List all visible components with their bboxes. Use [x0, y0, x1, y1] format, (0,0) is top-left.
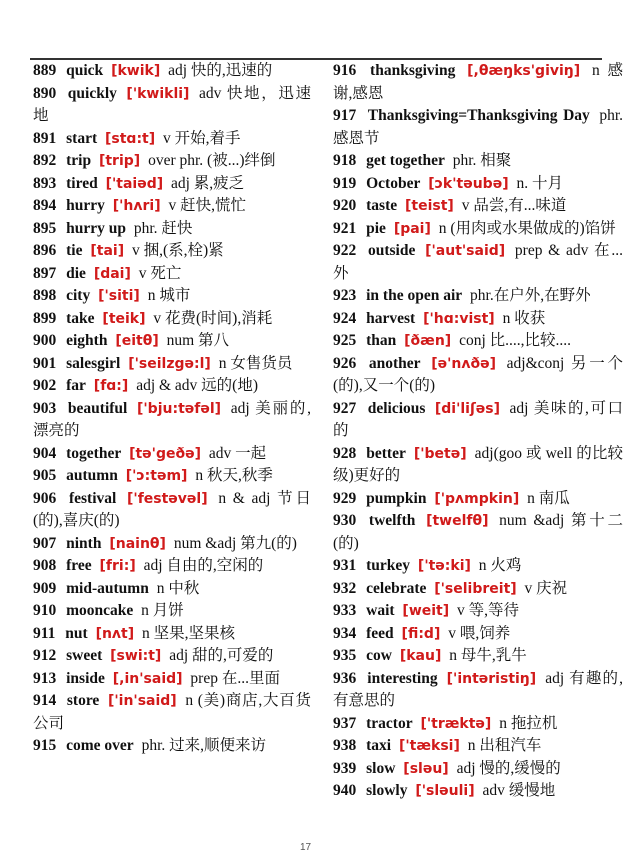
- vocab-entry: [33, 690, 311, 735]
- entry-number: 896: [33, 242, 57, 259]
- entry-gloss: adj 美味的,可口的: [333, 399, 624, 439]
- entry-number: 911: [33, 624, 56, 642]
- entry-phonetic: [nʌt]: [95, 625, 135, 642]
- entry-number: 914: [33, 692, 57, 709]
- vocab-entry: [33, 83, 311, 128]
- vocab-entry: [33, 578, 311, 601]
- entry-phonetic: ['pʌmpkin]: [434, 490, 520, 507]
- entry-gloss: v 等,等待: [457, 602, 520, 619]
- entry-gloss: n 女售货员: [218, 354, 293, 372]
- entry-gloss: phr. 感恩节: [333, 107, 623, 147]
- entry-phonetic: ['taiəd]: [105, 175, 164, 192]
- entry-number: 932: [333, 579, 357, 597]
- vocab-entry: [333, 195, 623, 218]
- entry-word: than: [366, 332, 397, 349]
- entry-phonetic: ['sləuli]: [415, 783, 475, 799]
- entry-gloss: adj & adv 远的(地): [136, 377, 259, 394]
- vocab-entry: [33, 555, 311, 578]
- entry-gloss: over phr. (被...)绊倒: [148, 152, 276, 169]
- entry-number: 918: [333, 152, 357, 169]
- entry-word: taxi: [366, 737, 392, 754]
- vocab-entry: [33, 60, 311, 83]
- entry-phonetic: [,in'said]: [112, 670, 183, 687]
- entry-phonetic: [swi:t]: [110, 648, 162, 664]
- entry-word: tie: [66, 242, 83, 259]
- entry-word: take: [66, 309, 95, 327]
- entry-number: 928: [333, 444, 357, 462]
- vocab-entry: [33, 308, 311, 331]
- entry-number: 933: [333, 602, 357, 619]
- entry-phonetic: [fri:]: [99, 558, 136, 574]
- entry-gloss: n 感谢,感恩: [333, 62, 623, 102]
- entry-word: harvest: [366, 309, 416, 327]
- vocab-entry: [333, 713, 623, 736]
- entry-word: hurry up: [66, 219, 126, 237]
- entry-gloss: v 喂,饲养: [448, 624, 511, 642]
- entry-number: 913: [33, 669, 57, 687]
- entry-gloss: n 坚果,坚果核: [142, 624, 236, 642]
- entry-gloss: n 火鸡: [478, 557, 522, 574]
- vocab-entry: [33, 465, 311, 488]
- entry-number: 901: [33, 354, 57, 372]
- entry-gloss: conj 比....,比较....: [459, 332, 572, 349]
- right-column: [333, 60, 623, 803]
- entry-gloss: adj 美丽的,漂亮的: [33, 399, 312, 439]
- entry-phonetic: [teist]: [405, 198, 454, 214]
- entry-number: 902: [33, 377, 57, 394]
- entry-phonetic: [tə'geðə]: [129, 445, 201, 462]
- entry-gloss: n 月饼: [141, 602, 184, 619]
- entry-phonetic: ['festəvəl]: [127, 490, 208, 507]
- entry-gloss: n 秋天,秋季: [195, 467, 273, 484]
- entry-number: 909: [33, 579, 57, 597]
- entry-phonetic: ['træktə]: [420, 715, 492, 732]
- entry-number: 910: [33, 602, 57, 619]
- entry-word: celebrate: [366, 579, 427, 597]
- entry-number: 907: [33, 534, 57, 552]
- entry-number: 936: [333, 669, 357, 687]
- entry-word: taste: [366, 197, 398, 214]
- entry-number: 917: [333, 107, 357, 124]
- entry-word: turkey: [366, 557, 411, 574]
- entry-word: free: [66, 557, 92, 574]
- entry-word: tired: [66, 174, 98, 192]
- vocab-entry: [333, 60, 623, 105]
- entry-gloss: n 城市: [147, 287, 191, 304]
- entry-phonetic: ['kwikli]: [126, 85, 190, 102]
- vocab-entry: [333, 555, 623, 578]
- entry-word: in the open air: [366, 287, 463, 304]
- entry-phonetic: ['hʌri]: [112, 198, 161, 214]
- vocab-entry: [333, 150, 623, 173]
- entry-word: hurry: [66, 197, 105, 214]
- entry-phonetic: [twelfθ]: [426, 513, 489, 529]
- entry-gloss: n 母牛,乳牛: [449, 647, 527, 664]
- entry-phonetic: [kwik]: [111, 63, 161, 79]
- entry-number: 940: [333, 782, 357, 799]
- entry-word: beautiful: [67, 399, 128, 417]
- entry-gloss: n 收获: [502, 309, 546, 327]
- entry-phonetic: [trip]: [98, 153, 141, 169]
- entry-word: outside: [367, 242, 416, 259]
- entry-phonetic: [ðæn]: [404, 333, 452, 349]
- entry-number: 893: [33, 174, 57, 192]
- entry-word: inside: [66, 669, 105, 687]
- entry-number: 905: [33, 467, 57, 484]
- entry-number: 938: [333, 737, 357, 754]
- entry-number: 912: [33, 647, 57, 664]
- entry-gloss: num &adj 第十二(的): [333, 512, 624, 552]
- entry-number: 926: [333, 354, 357, 372]
- entry-phonetic: ['selibreit]: [434, 580, 517, 597]
- vocab-entry: [333, 600, 623, 623]
- entry-phonetic: ['siti]: [98, 288, 140, 304]
- vocab-entry: [333, 510, 623, 555]
- entry-number: 924: [333, 309, 357, 327]
- entry-number: 937: [333, 714, 357, 732]
- vocab-entry: [333, 285, 623, 308]
- vocab-entry: [333, 240, 623, 285]
- entry-word: quick: [66, 62, 104, 79]
- entry-word: slow: [366, 759, 396, 777]
- entry-number: 908: [33, 557, 57, 574]
- entry-gloss: n. 十月: [516, 174, 563, 192]
- entry-number: 915: [33, 737, 57, 754]
- vocab-entry: [33, 128, 311, 151]
- entry-phonetic: [tai]: [90, 243, 125, 259]
- entry-word: sweet: [66, 647, 103, 664]
- entry-gloss: adj 累,疲乏: [171, 174, 245, 192]
- entry-number: 920: [333, 197, 357, 214]
- entry-number: 892: [33, 152, 57, 169]
- entry-word: trip: [66, 152, 92, 169]
- vocab-entry: [33, 488, 311, 533]
- entry-gloss: n 出租汽车: [467, 737, 542, 754]
- entry-gloss: adj 自由的,空闲的: [143, 557, 264, 574]
- entry-gloss: adv 快地，迅速地: [33, 84, 312, 124]
- entry-word: come over: [66, 737, 134, 754]
- entry-number: 923: [333, 287, 357, 304]
- entry-word: tractor: [366, 714, 413, 732]
- entry-phonetic: [teik]: [102, 310, 146, 327]
- vocab-entry: [333, 105, 623, 150]
- entry-phonetic: [ə'nʌðə]: [431, 355, 496, 372]
- vocab-entry: [33, 195, 311, 218]
- entry-gloss: num &adj 第九(的): [173, 534, 297, 552]
- entry-phonetic: [fi:d]: [401, 625, 441, 642]
- entry-number: 922: [333, 242, 357, 259]
- vocab-entry: [333, 488, 623, 511]
- entry-word: salesgirl: [66, 354, 121, 372]
- entry-word: Thanksgiving=Thanksgiving Day: [367, 107, 590, 124]
- entry-number: 925: [333, 332, 357, 349]
- entry-gloss: phr.在户外,在野外: [470, 287, 591, 304]
- entry-gloss: adj 有趣的,有意思的: [333, 669, 624, 709]
- entry-number: 906: [33, 489, 57, 507]
- entry-number: 919: [333, 174, 357, 192]
- vocab-entry: [333, 443, 623, 488]
- entry-word: mid-autumn: [66, 579, 149, 597]
- entry-word: twelfth: [368, 512, 416, 529]
- vocab-entry: [333, 353, 623, 398]
- entry-gloss: n 南瓜: [527, 489, 570, 507]
- entry-gloss: adj(goo 或 well 的比较级)更好的: [333, 444, 624, 484]
- entry-phonetic: ['hɑ:vist]: [423, 310, 495, 327]
- entry-word: pumpkin: [366, 489, 427, 507]
- entry-number: 900: [33, 332, 57, 349]
- entry-word: far: [66, 377, 86, 394]
- vocab-entry: [33, 375, 311, 398]
- entry-gloss: n 中秋: [156, 579, 200, 597]
- entry-number: 898: [33, 287, 57, 304]
- entry-word: eighth: [66, 332, 108, 349]
- vocab-entry: [333, 623, 623, 646]
- vocab-entry: [33, 533, 311, 556]
- vocab-entry: [33, 330, 311, 353]
- entry-word: quickly: [67, 84, 117, 102]
- vocab-entry: [33, 623, 311, 646]
- vocab-entry: [33, 240, 311, 263]
- vocab-entry: [33, 218, 311, 241]
- entry-number: 890: [33, 84, 57, 102]
- entry-word: nut: [65, 624, 88, 642]
- entry-gloss: v 花费(时间),消耗: [153, 309, 273, 327]
- entry-number: 929: [333, 489, 357, 507]
- entry-word: mooncake: [66, 602, 134, 619]
- vocab-entry: [333, 578, 623, 601]
- vocab-entry: [33, 353, 311, 376]
- entry-phonetic: [ɔk'təubə]: [428, 175, 509, 192]
- entry-word: ninth: [66, 534, 102, 552]
- entry-gloss: phr. 相聚: [452, 152, 512, 169]
- vocab-entry: [33, 173, 311, 196]
- entry-gloss: v 庆祝: [524, 579, 568, 597]
- vocab-entry: [333, 308, 623, 331]
- entry-phonetic: ['ɔ:təm]: [125, 468, 188, 484]
- entry-word: city: [66, 287, 91, 304]
- vocab-entry: [333, 668, 623, 713]
- entry-number: 934: [333, 624, 357, 642]
- entry-gloss: adj&conj 另一个(的),又一个(的): [333, 354, 623, 394]
- entry-word: together: [66, 444, 122, 462]
- entry-gloss: n (用肉或水果做成的)馅饼: [438, 219, 616, 237]
- entry-phonetic: [eitθ]: [115, 333, 159, 349]
- entry-number: 931: [333, 557, 357, 574]
- vocab-entry: [33, 150, 311, 173]
- entry-phonetic: [fɑ:]: [93, 378, 129, 394]
- entry-word: interesting: [367, 669, 438, 687]
- entry-number: 904: [33, 444, 57, 462]
- vocab-entry: [33, 735, 311, 758]
- entry-word: October: [366, 174, 421, 192]
- vocab-entry: [33, 600, 311, 623]
- entry-word: cow: [366, 647, 392, 664]
- entry-phonetic: ['aut'said]: [425, 243, 506, 259]
- entry-gloss: v 赶快,慌忙: [168, 197, 247, 214]
- page-number: 17: [300, 842, 312, 853]
- vocab-entry: [333, 330, 623, 353]
- entry-word: store: [66, 692, 100, 709]
- entry-gloss: num 第八: [166, 332, 230, 349]
- entry-number: 897: [33, 264, 57, 282]
- entry-gloss: n (美)商店,大百货公司: [33, 692, 312, 732]
- entry-gloss: adv 缓慢地: [482, 782, 556, 799]
- entry-phonetic: ['seilzgə:l]: [128, 355, 211, 372]
- vocab-entry: [33, 645, 311, 668]
- vocab-entry: [333, 735, 623, 758]
- entry-word: slowly: [366, 782, 408, 799]
- entry-gloss: phr. 赶快: [133, 219, 193, 237]
- vocab-entry: [33, 285, 311, 308]
- vocab-entry: [33, 443, 311, 466]
- entry-phonetic: [nainθ]: [109, 535, 166, 552]
- entry-phonetic: [sləu]: [403, 760, 449, 777]
- entry-phonetic: ['tæksi]: [398, 738, 460, 754]
- entry-phonetic: [dai]: [93, 265, 131, 282]
- entry-phonetic: [,θæŋks'giviŋ]: [467, 63, 581, 79]
- entry-phonetic: [pai]: [393, 220, 431, 237]
- entry-word: die: [66, 264, 86, 282]
- entry-gloss: n & adj 节日(的),喜庆(的): [33, 489, 311, 529]
- entry-phonetic: ['in'said]: [107, 693, 177, 709]
- entry-gloss: v 捆,(系,栓)紧: [131, 242, 224, 259]
- entry-gloss: adv 一起: [208, 444, 267, 462]
- vocab-entry: [33, 398, 311, 443]
- entry-gloss: adj 甜的,可爱的: [169, 647, 274, 664]
- entry-phonetic: [di'liʃəs]: [434, 400, 500, 417]
- entry-word: wait: [366, 602, 395, 619]
- entry-phonetic: ['intəristiŋ]: [446, 670, 537, 687]
- vocab-entry: [333, 780, 623, 803]
- entry-word: another: [368, 354, 421, 372]
- entry-word: autumn: [66, 467, 118, 484]
- entry-number: 889: [33, 62, 57, 79]
- entry-word: get together: [366, 152, 445, 169]
- entry-gloss: v 品尝,有...味道: [461, 197, 567, 214]
- entry-gloss: prep & adv 在...外: [333, 242, 624, 282]
- entry-number: 894: [33, 197, 57, 214]
- entry-word: better: [366, 444, 406, 462]
- entry-word: thanksgiving: [370, 62, 456, 79]
- entry-phonetic: ['betə]: [413, 445, 467, 462]
- entry-gloss: adj 慢的,缓慢的: [456, 759, 561, 777]
- entry-phonetic: ['tə:ki]: [417, 558, 471, 574]
- entry-number: 939: [333, 759, 357, 777]
- vocab-entry: [333, 645, 623, 668]
- entry-number: 927: [333, 399, 357, 417]
- entry-word: festival: [68, 489, 117, 507]
- entry-gloss: v 死亡: [138, 264, 182, 282]
- entry-word: delicious: [367, 399, 426, 417]
- entry-phonetic: ['bju:təfəl]: [137, 400, 222, 417]
- entry-gloss: prep 在...里面: [190, 669, 280, 687]
- entry-phonetic: [stɑ:t]: [105, 130, 156, 147]
- entry-word: start: [66, 129, 98, 147]
- left-column: [33, 60, 311, 758]
- entry-gloss: n 拖拉机: [499, 714, 558, 732]
- vocab-entry: [33, 263, 311, 286]
- entry-gloss: adj 快的,迅速的: [168, 62, 273, 79]
- entry-phonetic: [weit]: [402, 603, 450, 619]
- entry-word: feed: [366, 624, 394, 642]
- entry-number: 930: [333, 512, 357, 529]
- entry-number: 903: [33, 399, 57, 417]
- vocab-entry: [333, 218, 623, 241]
- entry-phonetic: [kau]: [399, 648, 442, 664]
- entry-number: 899: [33, 309, 57, 327]
- vocab-entry: [333, 173, 623, 196]
- entry-number: 921: [333, 219, 357, 237]
- entry-number: 891: [33, 129, 57, 147]
- entry-number: 895: [33, 219, 57, 237]
- entry-gloss: phr. 过来,顺便来访: [141, 737, 266, 754]
- vocab-entry: [333, 398, 623, 443]
- vocab-entry: [33, 668, 311, 691]
- entry-word: pie: [366, 219, 386, 237]
- entry-number: 935: [333, 647, 357, 664]
- entry-number: 916: [333, 62, 357, 79]
- vocab-entry: [333, 758, 623, 781]
- entry-gloss: v 开始,着手: [163, 129, 241, 147]
